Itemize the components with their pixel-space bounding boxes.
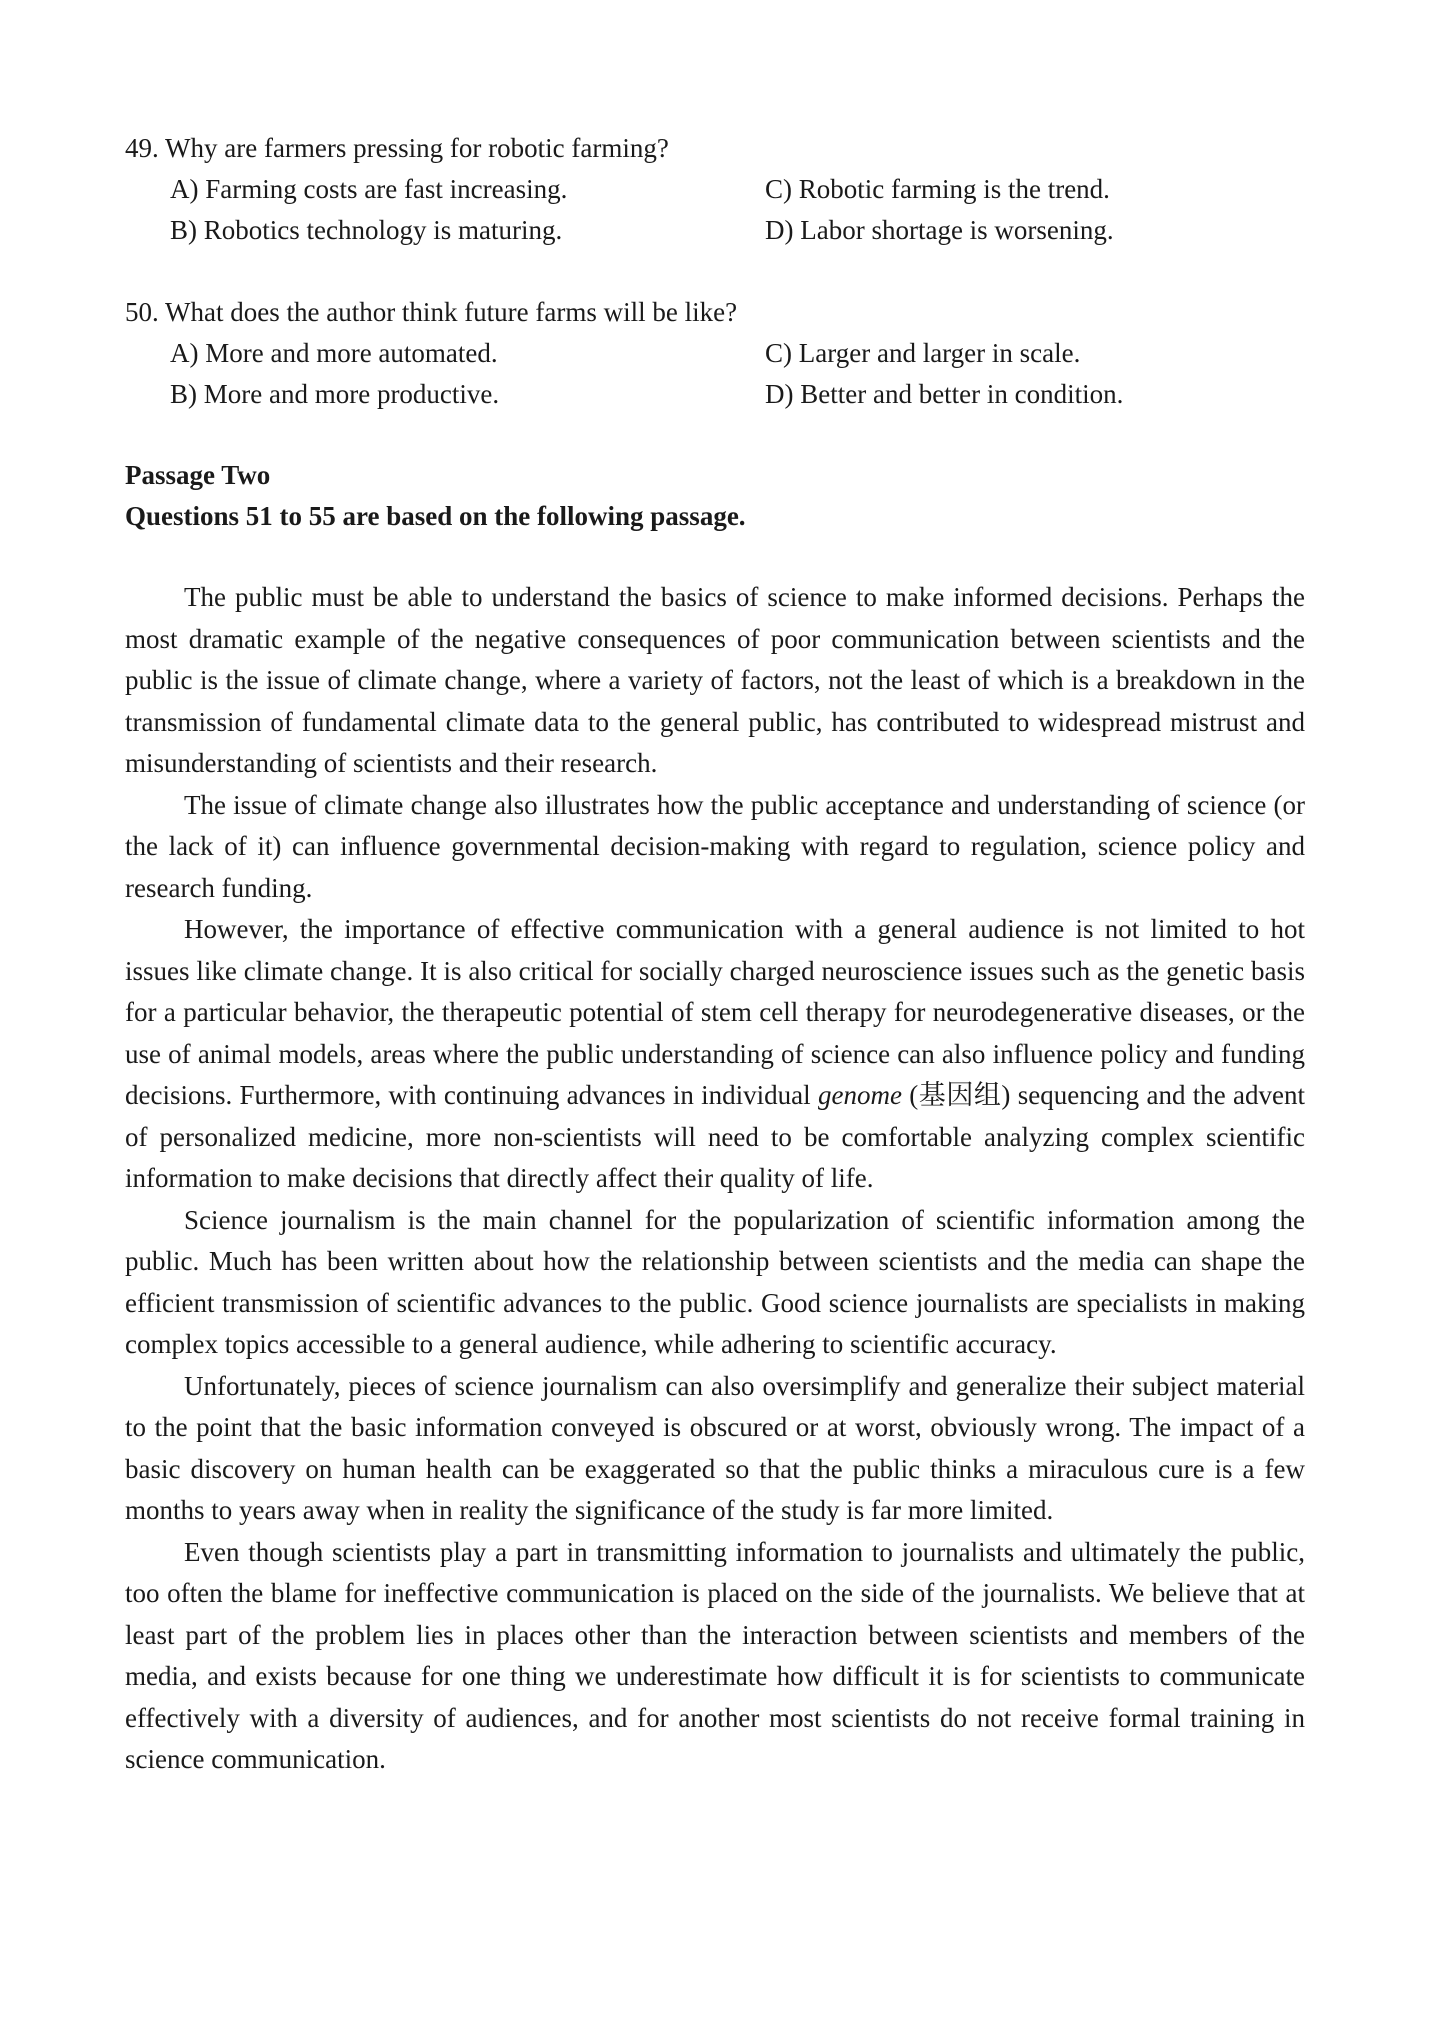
answer-options — [125, 333, 1305, 415]
question-stem: 50. What does the author think future farms will be like? — [125, 297, 738, 327]
paragraph-5: Unfortunately, pieces of science journalism can also oversimplify and generalize their subject material to the point that the basic information conveyed is obscured or at worst, obviously wrong. The impact of a basic discovery on human health can be exaggerated so that the public thinks a miraculous cure is a few months to years away when in reality the significance of the study is far more limited. — [125, 1370, 1305, 1525]
paragraph-3-text-before: However, the importance of effective communication with a general audience is not limited to hot issues like climate change. It is also critical for socially charged neuroscience issues such as the genetic basis for a particular behavior, the therapeutic potential of stem cell therapy for neurodegenerative diseases, or the use of animal models, areas where the public understanding of science can also influence policy and funding decisions. Furthermore, with continuing advances in individual — [125, 914, 1305, 1110]
glossed-term: genome — [817, 1080, 902, 1110]
passage-header — [125, 455, 1305, 537]
question-stem: 49. Why are farmers pressing for robotic farming? — [125, 133, 669, 163]
option-b: B) More and more productive. — [170, 379, 500, 409]
option-d: D) Better and better in condition. — [765, 379, 1124, 409]
paragraph-1: The public must be able to understand the basics of science to make informed decisions. Perhaps the most dramatic example of the negative consequences of poor communication between scientists and the public is the issue of climate change, where a variety of factors, not the least of which is a breakdown in the transmission of fundamental climate data to the general public, has contributed to widespread mistrust and misunderstanding of scientists and their research. — [125, 582, 1305, 778]
paragraph-3 — [125, 909, 1305, 1200]
paragraph-4: Science journalism is the main channel for the popularization of scientific information among the public. Much has been written about how the relationship between scientists and the media can shape the efficient transmission of scientific advances to the public. Good science journalists are specialists in making complex topics accessible to a general audience, while adhering to scientific accuracy. — [125, 1204, 1305, 1359]
passage-instruction: Questions 51 to 55 are based on the following passage. — [125, 501, 746, 531]
paragraph-3-text-after: sequencing and the advent of personalized medicine, more non-scientists will need to be comfortable analyzing complex scientific information to make decisions that directly affect their quality of life. — [125, 1080, 1306, 1193]
question-49 — [125, 128, 1305, 251]
passage-title: Passage Two — [125, 460, 271, 490]
term-gloss: (基因组) — [901, 1080, 1018, 1110]
paragraph-2: The issue of climate change also illustrates how the public acceptance and understanding of science (or the lack of it) can influence governmental decision-making with regard to regulation, science policy and research funding. — [125, 789, 1305, 903]
question-50 — [125, 292, 1305, 415]
option-a: A) Farming costs are fast increasing. — [170, 174, 568, 204]
option-c: C) Robotic farming is the trend. — [765, 174, 1110, 204]
option-c: C) Larger and larger in scale. — [765, 338, 1081, 368]
passage-body — [125, 577, 1305, 1781]
option-d: D) Labor shortage is worsening. — [765, 215, 1114, 245]
option-b: B) Robotics technology is maturing. — [170, 215, 563, 245]
paragraph-6: Even though scientists play a part in transmitting information to journalists and ultimately the public, too often the blame for ineffective communication is placed on the side of the journalists. We believe that at least part of the problem lies in places other than the interaction between scientists and members of the media, and exists because for one thing we underestimate how difficult it is for scientists to communicate effectively with a diversity of audiences, and for another most scientists do not receive formal training in science communication. — [125, 1536, 1305, 1774]
exam-page — [125, 128, 1305, 1781]
option-a: A) More and more automated. — [170, 338, 498, 368]
answer-options — [125, 169, 1305, 251]
